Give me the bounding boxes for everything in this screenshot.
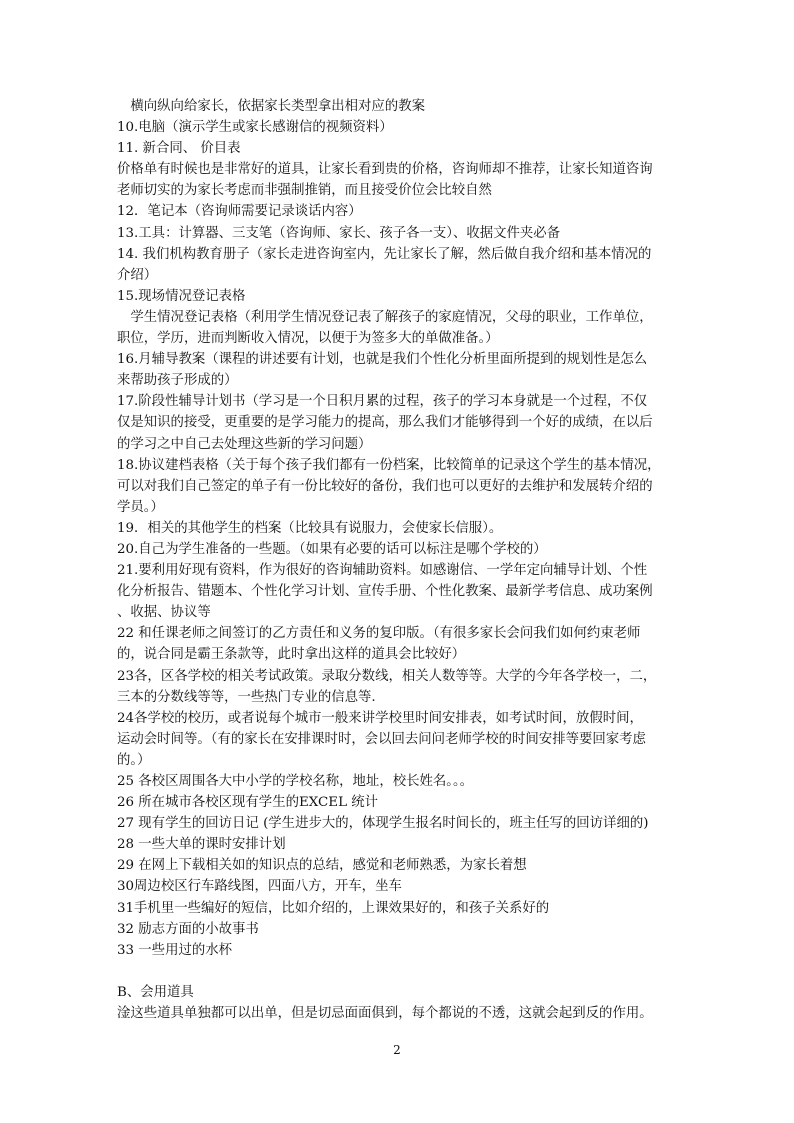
text-line: 26 所在城市各校区现有学生的EXCEL 统计 (117, 795, 379, 811)
text-line: 的学习之中自己去处理这些新的学习问题） (117, 436, 372, 452)
page-body (117, 96, 679, 1024)
text-line: 三本的分数线等等，一些热门专业的信息等. (117, 689, 376, 705)
text-line: 19．相关的其他学生的档案（比较具有说服力，会使家长信服）。 (117, 520, 503, 536)
text-line: 30周边校区行车路线图，四面八方，开车，坐车 (117, 879, 402, 895)
text-line: 学员。） (117, 499, 164, 515)
section-text: 淦这些道具单独都可以出单，但是切忌面面俱到，每个都说的不透，这就会起到反的作用。 (117, 1005, 653, 1021)
text-line: 16.月辅导教案（课程的讲述要有计划，也就是我们个性化分析里面所提到的规划性是怎么 (117, 352, 648, 368)
text-line: 23各，区各学校的相关考试政策。录取分数线，相关人数等等。大学的今年各学校一，二， (117, 668, 657, 684)
text-line: 22 和任课老师之间签订的乙方责任和义务的复印版。（有很多家长会问我们如何约束老师 (117, 626, 641, 642)
section-heading: B、会用道具 (117, 984, 194, 1000)
text-line: 20.自己为学生准备的一些题。（如果有必要的话可以标注是哪个学校的） (117, 541, 547, 557)
text-line: 28 一些大单的课时安排计划 (117, 837, 286, 853)
text-line: 27 现有学生的回访日记 (学生进步大的，体现学生报名时间长的，班主任写的回访详细的) (117, 816, 649, 832)
text-line: 14. 我们机构教育册子（家长走进咨询室内，先让家长了解，然后做自我介绍和基本情况的 (117, 246, 652, 262)
text-line: 13.工具：计算器、三支笔（咨询师、家长、孩子各一支）、收据文件夹必备 (117, 225, 561, 241)
text-line: 职位，学历，进而判断收入情况，以便于为签多大的单做准备。） (117, 331, 499, 347)
text-line: 29 在网上下载相关如的知识点的总结，感觉和老师熟悉，为家长着想 (117, 858, 527, 874)
text-line: 化分析报告、错题本、个性化学习计划、宣传手册、个性化教案、最新学考信息、成功案例 (117, 584, 653, 600)
text-line: 运动会时间等。（有的家长在安排课时时，会以回去问问老师学校的时间安排等要回家考虑 (117, 731, 646, 747)
text-line: 11. 新合同、 价目表 (117, 141, 241, 157)
text-line: 来帮助孩子形成的） (117, 373, 238, 389)
text-line: 15.现场情况登记表格 (117, 288, 246, 304)
page-number: 2 (393, 1043, 401, 1057)
text-line: 仅是知识的接受，更重要的是学习能力的提高，那么我们才能够得到一个好的成绩，在以后 (117, 415, 653, 431)
text-line: 介绍） (117, 267, 158, 283)
text-line: 、收据、协议等 (117, 605, 211, 621)
text-line: 31手机里一些编好的短信，比如介绍的，上课效果好的，和孩子关系好的 (117, 900, 550, 916)
text-line: 24各学校的校历，或者说每个城市一般来讲学校里时间安排表，如考试时间，放假时间， (117, 710, 643, 726)
text-line: 横向纵向给家长，依据家长类型拿出相对应的教案 (117, 99, 425, 114)
text-line: 17.阶段性辅导计划书（学习是一个日积月累的过程，孩子的学习本身就是一个过程，不仅 (117, 394, 648, 410)
paragraph-gap (117, 961, 679, 982)
text-line: 10.电脑（演示学生或家长感谢信的视频资料） (117, 120, 393, 136)
text-line: 25 各校区周围各大中小学的学校名称，地址，校长姓名。。。 (117, 774, 474, 789)
text-line: 12．笔记本（咨询师需要记录谈话内容） (117, 204, 362, 220)
text-line: 学生情况登记表格（利用学生情况登记表了解孩子的家庭情况，父母的职业，工作单位， (117, 309, 653, 325)
text-line: 的。） (117, 752, 151, 768)
text-line: 可以对我们自己签定的单子有一份比较好的备份，我们也可以更好的去维护和发展转介绍的 (117, 478, 653, 494)
text-line: 21.要利用好现有资料，作为很好的咨询辅助资料。如感谢信、一学年定向辅导计划、个性 (117, 563, 648, 579)
text-line: 32 励志方面的小故事书 (117, 921, 259, 937)
text-line: 的，说合同是霸王条款等，此时拿出这样的道具会比较好） (117, 647, 466, 663)
text-line: 33 一些用过的水杯 (117, 942, 233, 958)
text-line: 18.协议建档表格（关于每个孩子我们都有一份档案，比较简单的记录这个学生的基本情况， (117, 457, 661, 473)
text-line: 老师切实的为家长考虑而非强制推销，而且接受价位会比较自然 (117, 183, 492, 199)
text-line: 价格单有时候也是非常好的道具，让家长看到贵的价格，咨询师却不推荐，让家长知道咨询 (117, 162, 653, 178)
